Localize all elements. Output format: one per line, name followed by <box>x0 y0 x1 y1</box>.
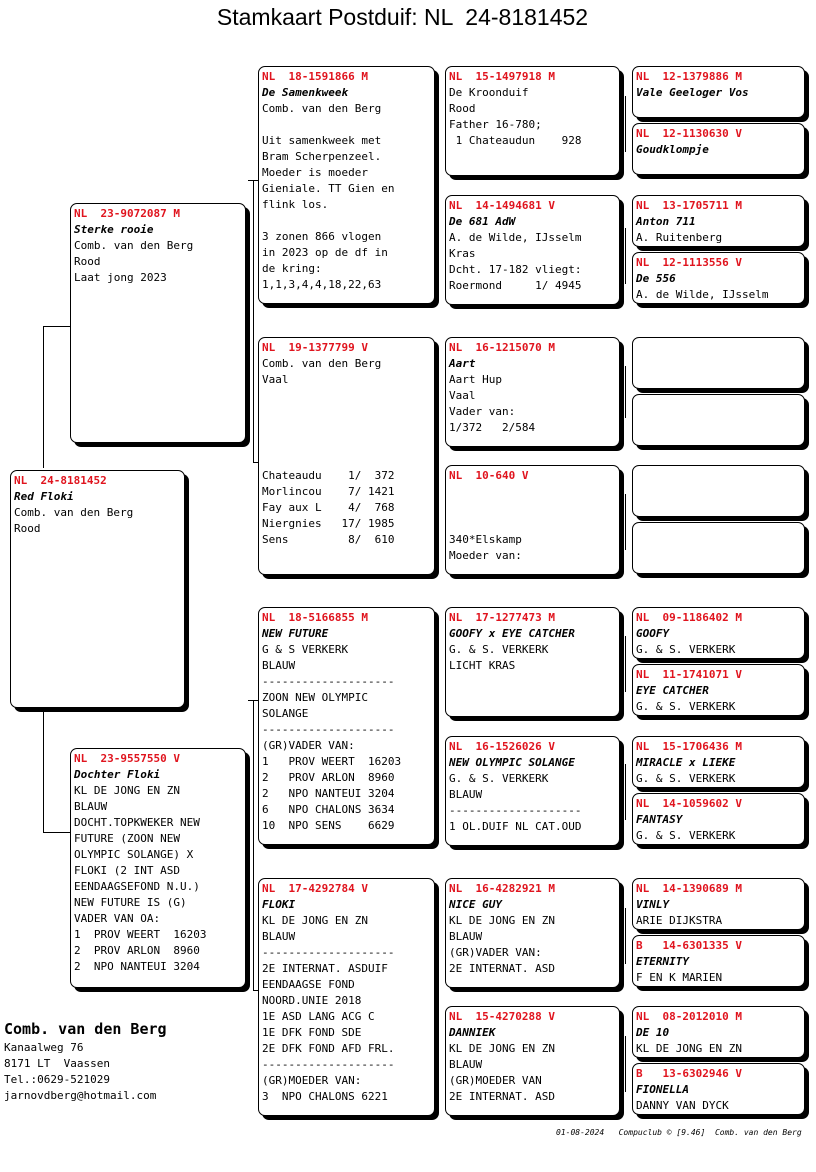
pigeon-name: Sterke rooie <box>74 223 154 236</box>
pigeon-detail-line <box>262 117 431 133</box>
pigeon-detail-line: LICHT KRAS <box>449 659 516 672</box>
pigeon-detail-line: KL DE JONG EN ZN <box>449 914 555 927</box>
connector-line <box>43 326 70 327</box>
pigeon-name: NEW OLYMPIC SOLANGE <box>449 756 575 769</box>
pigeon-detail-line: G. & S. VERKERK <box>449 643 549 656</box>
ring-number: NL 11-1741071 V <box>636 668 742 681</box>
pigeon-detail-line: DOCHT.TOPKWEKER NEW <box>74 816 200 829</box>
pigeon-detail-line: Moeder van: <box>449 549 522 562</box>
ring-number: NL 24-8181452 <box>14 474 107 487</box>
pigeon-detail-line: 3 zonen 866 vlogen <box>262 230 382 243</box>
pigeon-g11[interactable] <box>632 736 805 788</box>
pigeon-detail-line: G. & S. VERKERK <box>636 643 736 656</box>
owner-email[interactable]: jarnovdberg@hotmail.com <box>4 1089 157 1102</box>
pigeon-detail-line: Rood <box>74 255 101 268</box>
pigeon-detail-line: 2E INTERNAT. ASD <box>449 1090 555 1103</box>
ring-number: NL 14-1059602 V <box>636 797 742 810</box>
pigeon-detail-line <box>449 484 616 500</box>
pigeon-name: Goudklompje <box>636 143 709 156</box>
pigeon-fm-father[interactable] <box>445 337 620 447</box>
pigeon-detail-line: G. & S. VERKERK <box>636 829 736 842</box>
pigeon-detail-line <box>449 500 616 516</box>
pigeon-name: Dochter Floki <box>74 768 161 781</box>
pigeon-g9[interactable] <box>632 607 805 659</box>
connector-line <box>625 366 626 418</box>
pigeon-name: Vale Geeloger Vos <box>636 86 749 99</box>
pigeon-name: GOOFY x EYE CATCHER <box>449 627 575 640</box>
pigeon-g6[interactable] <box>632 394 805 446</box>
pigeon-detail-line: Aart Hup <box>449 373 502 386</box>
ring-number: B 14-6301335 V <box>636 939 742 952</box>
pigeon-detail-line: 1 Chateaudun 928 <box>449 134 582 147</box>
ring-number: NL 13-1705711 M <box>636 199 742 212</box>
pigeon-name: GOOFY <box>636 627 670 640</box>
pigeon-fm-mother[interactable] <box>445 465 620 575</box>
pigeon-detail-line: Gieniale. TT Gien en <box>262 182 395 195</box>
connector-line <box>43 326 44 468</box>
ring-number: NL 09-1186402 M <box>636 611 742 624</box>
pigeon-detail-line: flink los. <box>262 198 329 211</box>
pigeon-detail-line <box>449 516 616 532</box>
footer-credits: 01-08-2024 Compuclub © [9.46] Comb. van den Berg <box>556 1128 802 1137</box>
pigeon-detail-line: ARIE DIJKSTRA <box>636 914 723 927</box>
pigeon-detail-line: de kring: <box>262 262 322 275</box>
pigeon-detail-line: -------------------- <box>262 723 395 736</box>
pigeon-detail-line: KL DE JONG EN ZN <box>262 914 368 927</box>
pigeon-detail-line: G. & S. VERKERK <box>636 700 736 713</box>
pigeon-detail-line: Kras <box>449 247 476 260</box>
ring-number: NL 12-1130630 V <box>636 127 742 140</box>
pigeon-name: Red Floki <box>14 490 74 503</box>
owner-info <box>4 1018 167 1104</box>
pigeon-name: VINLY <box>636 898 670 911</box>
ring-number: NL 19-1377799 V <box>262 341 368 354</box>
pigeon-detail-line: 1E ASD LANG ACG C <box>262 1010 375 1023</box>
ring-number: NL 16-1215070 M <box>449 341 555 354</box>
owner-name: Comb. van den Berg <box>4 1020 167 1038</box>
pigeon-mf-mother[interactable] <box>445 736 620 846</box>
pigeon-g8[interactable] <box>632 522 805 574</box>
pigeon-detail-line: 2 PROV ARLON 8960 <box>262 771 395 784</box>
pigeon-g2[interactable] <box>632 123 805 175</box>
pigeon-detail-line: Comb. van den Berg <box>262 357 382 370</box>
pigeon-detail-line: (GR)VADER VAN: <box>262 739 355 752</box>
pigeon-detail-line: De Kroonduif <box>449 86 529 99</box>
pigeon-detail-line: Rood <box>14 522 41 535</box>
pigeon-detail-line <box>262 420 431 436</box>
pigeon-detail-line: KL DE JONG EN ZN <box>449 1042 555 1055</box>
pigeon-detail-line: 1 OL.DUIF NL CAT.OUD <box>449 820 582 833</box>
pigeon-name: ETERNITY <box>636 955 689 968</box>
ring-number: B 13-6302946 V <box>636 1067 742 1080</box>
pigeon-detail-line: BLAUW <box>74 800 108 813</box>
pigeon-detail-line: 1 PROV WEERT 16203 <box>262 755 402 768</box>
owner-phone: Tel.:0629-521029 <box>4 1073 110 1086</box>
owner-address: Kanaalweg 76 <box>4 1041 84 1054</box>
connector-line <box>625 764 626 820</box>
pigeon-detail-line: Comb. van den Berg <box>14 506 134 519</box>
pigeon-name: FANTASY <box>636 813 683 826</box>
pigeon-father-father[interactable] <box>258 66 435 304</box>
pigeon-detail-line: EENDAAGSE FOND <box>262 978 355 991</box>
pigeon-g5[interactable] <box>632 337 805 389</box>
pigeon-detail-line: FLOKI (2 INT ASD <box>74 864 180 877</box>
pigeon-ff-father[interactable] <box>445 66 620 176</box>
pigeon-detail-line: NEW FUTURE IS (G) <box>74 896 187 909</box>
pigeon-g14[interactable] <box>632 935 805 987</box>
pigeon-detail-line: in 2023 op de df in <box>262 246 388 259</box>
pigeon-detail-line: 2 NPO NANTEUI 3204 <box>262 787 395 800</box>
pigeon-detail-line <box>262 404 431 420</box>
pigeon-detail-line: Chateaudu 1/ 372 <box>262 469 395 482</box>
pigeon-name: De 681 AdW <box>449 215 516 228</box>
ring-number: NL 12-1113556 V <box>636 256 742 269</box>
pigeon-detail-line: Uit samenkweek met <box>262 134 382 147</box>
connector-line <box>43 712 44 832</box>
pigeon-detail-line: VADER VAN OA: <box>74 912 161 925</box>
pigeon-name: Aart <box>449 357 476 370</box>
connector-line <box>43 832 70 833</box>
ring-number: NL 23-9557550 V <box>74 752 180 765</box>
pigeon-detail-line: 2E INTERNAT. ASD <box>449 962 555 975</box>
pigeon-detail-line: Comb. van den Berg <box>262 102 382 115</box>
pigeon-father-mother[interactable] <box>258 337 435 575</box>
ring-number: NL 14-1390689 M <box>636 882 742 895</box>
pigeon-g7[interactable] <box>632 465 805 517</box>
pigeon-name: De 556 <box>636 272 676 285</box>
pigeon-detail-line: BLAUW <box>262 659 296 672</box>
pigeon-name: MIRACLE x LIEKE <box>636 756 736 769</box>
pigeon-detail-line: -------------------- <box>449 804 582 817</box>
ring-number: NL 08-2012010 M <box>636 1010 742 1023</box>
ring-number: NL 17-1277473 M <box>449 611 555 624</box>
connector-line <box>253 180 254 462</box>
connector-line <box>625 494 626 550</box>
pigeon-father[interactable] <box>70 203 246 443</box>
connector-line <box>437 700 438 776</box>
connector-line <box>625 228 626 284</box>
pigeon-detail-line: Sens 8/ 610 <box>262 533 395 546</box>
pigeon-detail-line: -------------------- <box>262 946 395 959</box>
pigeon-detail-line: -------------------- <box>262 675 395 688</box>
pigeon-detail-line <box>262 213 431 229</box>
pigeon-detail-line: BLAUW <box>449 930 483 943</box>
pigeon-detail-line <box>262 436 431 452</box>
pigeon-detail-line: 3 NPO CHALONS 6221 <box>262 1090 388 1103</box>
pigeon-mf-father[interactable] <box>445 607 620 717</box>
pigeon-name: DANNIEK <box>449 1026 496 1039</box>
owner-city: 8171 LT Vaassen <box>4 1057 110 1070</box>
pigeon-detail-line: (GR)VADER VAN: <box>449 946 542 959</box>
pigeon-detail-line: -------------------- <box>262 1058 395 1071</box>
pigeon-detail-line: 2E DFK FOND AFD FRL. <box>262 1042 395 1055</box>
pigeon-detail-line: DANNY VAN DYCK <box>636 1099 729 1112</box>
ring-number: NL 17-4292784 V <box>262 882 368 895</box>
ring-number: NL 18-1591866 M <box>262 70 368 83</box>
pigeon-name: De Samenkweek <box>262 86 349 99</box>
ring-number: NL 16-4282921 M <box>449 882 555 895</box>
pigeon-mm-father[interactable] <box>445 878 620 988</box>
pigeon-ff-mother[interactable] <box>445 195 620 305</box>
pigeon-name: EYE CATCHER <box>636 684 709 697</box>
pigeon-detail-line: 2 PROV ARLON 8960 <box>74 944 200 957</box>
pigeon-detail-line: Vaal <box>262 373 289 386</box>
ring-number: NL 18-5166855 M <box>262 611 368 624</box>
ring-number: NL 15-1497918 M <box>449 70 555 83</box>
pigeon-detail-line: Bram Scherpenzeel. <box>262 150 382 163</box>
pigeon-detail-line: A. de Wilde, IJsselm <box>449 231 582 244</box>
pigeon-mother-father[interactable] <box>258 607 435 845</box>
pigeon-detail-line: NOORD.UNIE 2018 <box>262 994 362 1007</box>
pigeon-detail-line <box>262 452 431 468</box>
pigeon-detail-line: G. & S. VERKERK <box>636 772 736 785</box>
pigeon-detail-line: (GR)MOEDER VAN <box>449 1074 542 1087</box>
pigeon-detail-line: Fay aux L 4/ 768 <box>262 501 395 514</box>
ring-number: NL 15-4270288 V <box>449 1010 555 1023</box>
pigeon-detail-line: 10 NPO SENS 6629 <box>262 819 395 832</box>
pigeon-g10[interactable] <box>632 664 805 716</box>
pigeon-detail-line: Roermond 1/ 4945 <box>449 279 582 292</box>
pigeon-detail-line: Niergnies 17/ 1985 <box>262 517 395 530</box>
pigeon-name: FIONELLA <box>636 1083 689 1096</box>
page-title: Stamkaart Postduif: NL 24-8181452 <box>216 4 589 30</box>
pigeon-g16[interactable] <box>632 1063 805 1115</box>
pigeon-detail-line: A. de Wilde, IJsselm <box>636 288 769 301</box>
pigeon-detail-line: EENDAAGSEFOND N.U.) <box>74 880 200 893</box>
pigeon-detail-line: KL DE JONG EN ZN <box>636 1042 742 1055</box>
pigeon-detail-line <box>262 388 431 404</box>
connector-line <box>437 990 438 1056</box>
connector-line <box>625 908 626 964</box>
ring-number: NL 16-1526026 V <box>449 740 555 753</box>
pigeon-detail-line: 2E INTERNAT. ASDUIF <box>262 962 388 975</box>
pigeon-detail-line: ZOON NEW OLYMPIC <box>262 691 368 704</box>
pigeon-mother-mother[interactable] <box>258 878 435 1116</box>
connector-line <box>625 96 626 152</box>
pigeon-g15[interactable] <box>632 1006 805 1058</box>
pigeon-detail-line: 1 PROV WEERT 16203 <box>74 928 207 941</box>
pigeon-detail-line: Father 16-780; <box>449 118 542 131</box>
pigeon-detail-line: FUTURE (ZOON NEW <box>74 832 180 845</box>
pigeon-g4[interactable] <box>632 252 805 304</box>
pigeon-detail-line: G. & S. VERKERK <box>449 772 549 785</box>
pigeon-g1[interactable] <box>632 66 805 118</box>
pigeon-name: NICE GUY <box>449 898 502 911</box>
pigeon-detail-line: BLAUW <box>449 1058 483 1071</box>
connector-line <box>625 636 626 692</box>
pigeon-detail-line: BLAUW <box>262 930 296 943</box>
pigeon-detail-line: G & S VERKERK <box>262 643 349 656</box>
pigeon-detail-line: BLAUW <box>449 788 483 801</box>
pigeon-g13[interactable] <box>632 878 805 930</box>
ring-number: NL 14-1494681 V <box>449 199 555 212</box>
connector-line <box>253 700 254 990</box>
connector-line <box>437 180 438 236</box>
pigeon-detail-line: OLYMPIC SOLANGE) X <box>74 848 194 861</box>
pigeon-mother[interactable] <box>70 748 246 988</box>
pigeon-detail-line: Dcht. 17-182 vliegt: <box>449 263 582 276</box>
pigeon-detail-line: A. Ruitenberg <box>636 231 723 244</box>
ring-number: NL 15-1706436 M <box>636 740 742 753</box>
pigeon-detail-line: 6 NPO CHALONS 3634 <box>262 803 395 816</box>
pigeon-name: NEW FUTURE <box>262 627 329 640</box>
ring-number: NL 10-640 V <box>449 469 529 482</box>
pigeon-subject[interactable] <box>10 470 185 708</box>
pigeon-detail-line: F EN K MARIEN <box>636 971 723 984</box>
pigeon-detail-line: 340*Elskamp <box>449 533 522 546</box>
pigeon-detail-line: Vaal <box>449 389 476 402</box>
pigeon-g12[interactable] <box>632 793 805 845</box>
pigeon-name: Anton 711 <box>636 215 696 228</box>
pigeon-name: DE 10 <box>636 1026 670 1039</box>
pigeon-detail-line: KL DE JONG EN ZN <box>74 784 180 797</box>
pigeon-detail-line: Comb. van den Berg <box>74 239 194 252</box>
ring-number: NL 23-9072087 M <box>74 207 180 220</box>
pigeon-detail-line: Rood <box>449 102 476 115</box>
connector-line <box>437 462 438 524</box>
pigeon-detail-line: 1/372 2/584 <box>449 421 536 434</box>
pigeon-mm-mother[interactable] <box>445 1006 620 1116</box>
pigeon-detail-line: Morlincou 7/ 1421 <box>262 485 395 498</box>
pigeon-detail-line: SOLANGE <box>262 707 309 720</box>
pigeon-detail-line: 2 NPO NANTEUI 3204 <box>74 960 200 973</box>
connector-line <box>625 1036 626 1092</box>
ring-number: NL 12-1379886 M <box>636 70 742 83</box>
pigeon-detail-line: (GR)MOEDER VAN: <box>262 1074 362 1087</box>
pigeon-detail-line: 1,1,3,4,4,18,22,63 <box>262 278 382 291</box>
pigeon-name: FLOKI <box>262 898 296 911</box>
pigeon-detail-line: Vader van: <box>449 405 516 418</box>
pigeon-detail-line: Laat jong 2023 <box>74 271 167 284</box>
pigeon-detail-line: 1E DFK FOND SDE <box>262 1026 362 1039</box>
pigeon-detail-line: Moeder is moeder <box>262 166 368 179</box>
pigeon-g3[interactable] <box>632 195 805 247</box>
